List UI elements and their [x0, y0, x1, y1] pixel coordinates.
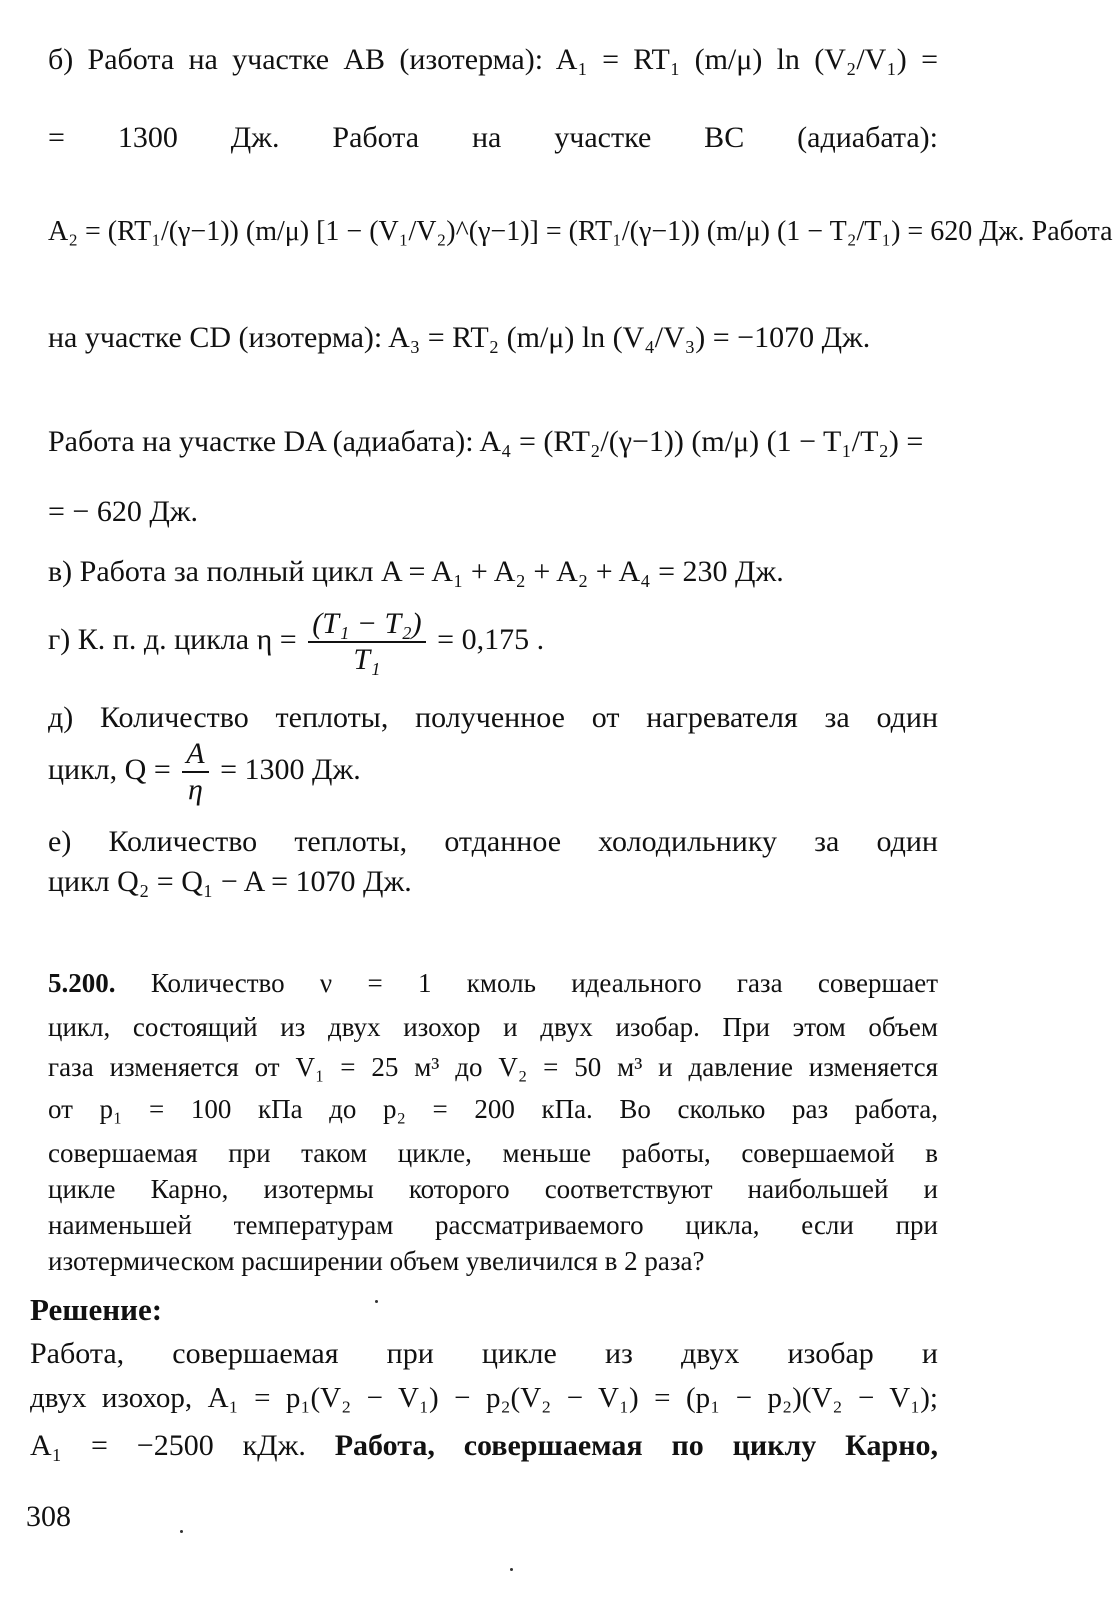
solution-d-line-1: д) Количество теплоты, полученное от нагревателя за один: [48, 701, 938, 734]
problem-line-1: [48, 966, 938, 1000]
problem-line-4: от p₁ = 100 кПа до p₂ = 200 кПа. Во сколько раз работа,: [48, 1094, 938, 1124]
solution-b-formula-a2: A₂ = (RT₁/(γ−1)) (m/μ) [1 − (V₁/V₂)^(γ−1)] = (RT₁/(γ−1)) (m/μ) (1 − T₂/T₁) = 620 Дж. Работа: [48, 216, 1113, 247]
efficiency-label: г) К. п. д. цикла η =: [48, 623, 297, 656]
carnot-work-text: Работа, совершаемая по циклу Карно,: [334, 1429, 939, 1462]
solution-b-line-2: = 1300 Дж. Работа на участке BC (адиабата):: [48, 121, 938, 154]
heat-received-label: цикл, Q =: [48, 753, 171, 786]
solution-e-line-2: цикл Q₂ = Q₁ − A = 1070 Дж.: [48, 865, 412, 898]
print-speck: [375, 1300, 378, 1303]
solution-v-total-work: в) Работа за полный цикл A = A₁ + A₂ + A₂ + A₄ = 230 Дж.: [48, 555, 784, 588]
problem-line-5: совершаемая при таком цикле, меньше работы, совершаемой в: [48, 1138, 938, 1168]
efficiency-numerator: (T₁ − T₂): [308, 607, 425, 643]
solution-b-result-da: = − 620 Дж.: [48, 495, 199, 528]
efficiency-value: = 0,175 .: [437, 623, 545, 656]
solution-d-heat-received: [48, 730, 938, 810]
solution-g-efficiency: [48, 600, 938, 680]
solution-line-2: двух изохор, A₁ = p₁(V₂ − V₁) − p₂(V₂ − V₁) = (p₁ − p₂)(V₂ − V₁);: [30, 1382, 938, 1414]
carnot-work-value: A₁ = −2500 кДж.: [30, 1429, 306, 1462]
solution-line-3: [30, 1426, 938, 1466]
print-speck: [180, 1530, 183, 1533]
solution-e-line-1: е) Количество теплоты, отданное холодильнику за один: [48, 825, 938, 858]
solution-b-line-1: б) Работа на участке AB (изотерма): A₁ = RT₁ (m/μ) ln (V₂/V₁) =: [48, 43, 938, 76]
problem-line-7: наименьшей температурам рассматриваемого цикла, если при: [48, 1210, 938, 1240]
problem-line-3: газа изменяется от V₁ = 25 м³ до V₂ = 50 м³ и давление изменяется: [48, 1052, 938, 1082]
page-number: 308: [26, 1500, 71, 1533]
heat-received-denominator: η: [187, 773, 203, 807]
problem-line-2: цикл, состоящий из двух изохор и двух изобар. При этом объем: [48, 1012, 938, 1042]
problem-line-6: цикле Карно, изотермы которого соответствуют наибольшей и: [48, 1174, 938, 1204]
efficiency-fraction: [308, 607, 425, 677]
solution-b-line-cd: на участке CD (изотерма): A₃ = RT₂ (m/μ) ln (V₄/V₃) = −1070 Дж.: [48, 321, 871, 354]
solution-b-line-da: Работа на участке DA (адиабата): A₄ = (RT₂/(γ−1)) (m/μ) (1 − T₁/T₂) =: [48, 425, 924, 458]
problem-line-8: изотермическом расширении объем увеличился в 2 раза?: [48, 1246, 705, 1276]
heat-received-value: = 1300 Дж.: [220, 753, 361, 786]
print-speck: [510, 1568, 513, 1571]
problem-line-1-text: Количество ν = 1 кмоль идеального газа совершает: [150, 968, 938, 998]
solution-heading: Решение:: [30, 1292, 163, 1327]
heat-received-fraction: [182, 737, 208, 807]
efficiency-denominator: T₁: [353, 643, 381, 677]
heat-received-numerator: A: [182, 737, 208, 773]
problem-number: 5.200.: [48, 968, 116, 998]
solution-line-1: Работа, совершаемая при цикле из двух изобар и: [30, 1337, 938, 1370]
